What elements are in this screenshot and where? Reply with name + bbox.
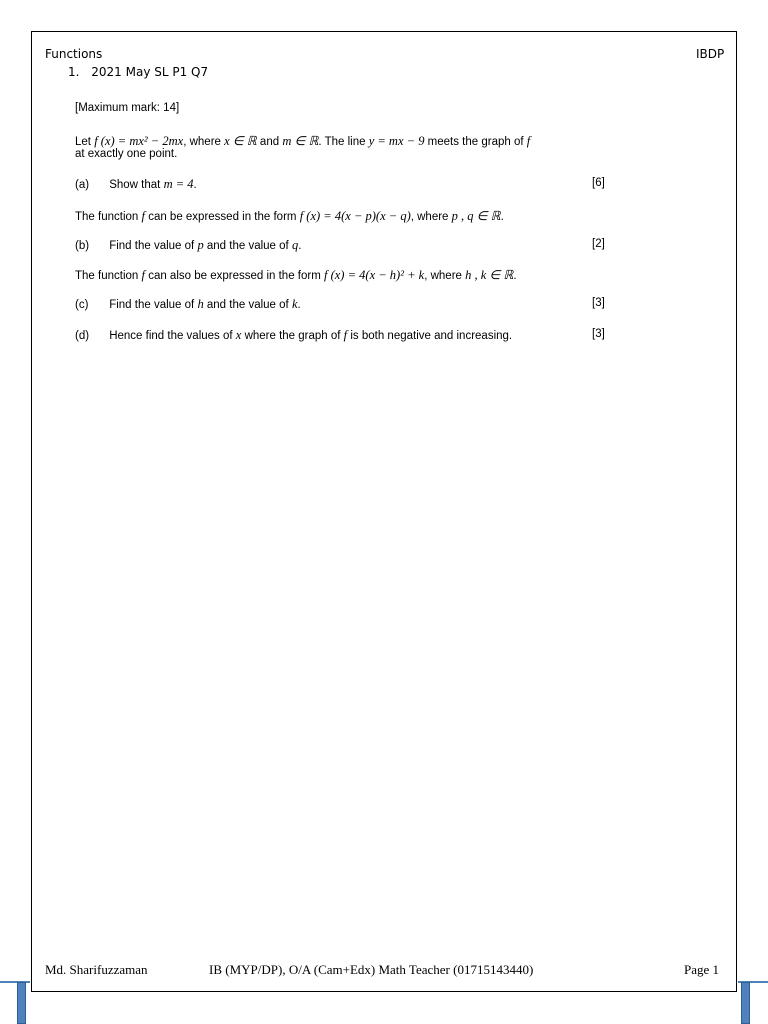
- intro-text-1: Let: [75, 136, 91, 148]
- part-a-text-1: Show that: [109, 179, 161, 191]
- part-d: [75, 328, 512, 343]
- part-b-math-p: p: [197, 238, 204, 252]
- intro-text-2: , where: [183, 136, 221, 148]
- part-c-text-1: Find the value of: [109, 299, 195, 311]
- intro-line: [75, 133, 530, 149]
- stem-c-text-1: The function: [75, 270, 139, 282]
- part-b-text-1: Find the value of: [109, 240, 195, 252]
- footer-page-number: Page 1: [684, 962, 720, 977]
- footer-role: IB (MYP/DP), O/A (Cam+Edx) Math Teacher (01715143440): [209, 962, 534, 977]
- question-title: 2021 May SL P1 Q7: [91, 65, 209, 79]
- stem-b-text-1: The function: [75, 211, 139, 223]
- part-a-text-2: .: [193, 179, 197, 191]
- stem-c-math-form: f (x) = 4(x − h)² + k: [324, 268, 425, 282]
- intro-math-line: y = mx − 9: [368, 134, 425, 148]
- part-b-text-2: and the value of: [206, 240, 289, 252]
- stem-c-math-f: f: [141, 268, 145, 282]
- stem-b-math-form: f (x) = 4(x − p)(x − q): [299, 209, 411, 223]
- part-d-label: (d): [75, 330, 90, 342]
- part-c: [75, 297, 301, 312]
- header-subject: Functions: [45, 47, 103, 61]
- stem-b: [75, 208, 504, 224]
- intro-text-3: and: [259, 136, 280, 148]
- part-a-marks: [6]: [592, 177, 605, 189]
- question-number: 1.: [68, 65, 80, 79]
- part-c-label: (c): [75, 299, 89, 311]
- intro-line-2: at exactly one point.: [75, 148, 178, 160]
- intro-math-fx: f (x) = mx² − 2mx: [94, 134, 184, 148]
- stem-c-text-2: can also be expressed in the form: [148, 270, 321, 282]
- part-c-math-k: k: [291, 297, 298, 311]
- part-c-text-3: .: [297, 299, 301, 311]
- intro-text-5: meets the graph of: [427, 136, 524, 148]
- part-a: [75, 177, 197, 192]
- stem-c-text-4: .: [513, 270, 517, 282]
- footer-author: Md. Sharifuzzaman: [45, 962, 148, 977]
- stem-b-text-4: .: [500, 211, 504, 223]
- part-c-marks: [3]: [592, 297, 605, 309]
- part-a-label: (a): [75, 179, 90, 191]
- max-mark: [Maximum mark: 14]: [75, 102, 180, 114]
- intro-math-x-domain: x ∈ ℝ: [224, 134, 257, 148]
- part-d-math-x: x: [235, 328, 242, 342]
- stem-c-math-domain: h , k ∈ ℝ: [465, 268, 514, 282]
- header-program: IBDP: [696, 47, 725, 61]
- stem-b-text-2: can be expressed in the form: [148, 211, 297, 223]
- intro-math-f: f: [526, 134, 531, 148]
- stem-c-text-3: , where: [424, 270, 462, 282]
- part-d-text-1: Hence find the values of: [109, 330, 233, 342]
- stem-b-math-domain: p , q ∈ ℝ: [451, 209, 501, 223]
- part-b-marks: [2]: [592, 238, 605, 250]
- page-border: [31, 31, 737, 992]
- part-b: [75, 238, 301, 253]
- part-d-marks: [3]: [592, 328, 605, 340]
- intro-text-4: . The line: [318, 136, 366, 148]
- part-d-text-2: where the graph of: [244, 330, 341, 342]
- stem-b-text-3: , where: [410, 211, 449, 223]
- part-d-math-f: f: [343, 328, 348, 342]
- footer-bar-left: [17, 982, 26, 1024]
- part-d-text-3: is both negative and increasing.: [350, 330, 513, 342]
- part-b-text-3: .: [298, 240, 302, 252]
- part-a-math: m = 4: [163, 177, 194, 191]
- stem-c: [75, 267, 517, 283]
- question-heading: [68, 65, 208, 79]
- part-b-label: (b): [75, 240, 90, 252]
- stem-b-math-f: f: [141, 209, 145, 223]
- part-b-math-q: q: [291, 238, 299, 252]
- intro-math-m-domain: m ∈ ℝ: [282, 134, 319, 148]
- part-c-text-2: and the value of: [206, 299, 289, 311]
- part-c-math-h: h: [197, 297, 204, 311]
- footer-bar-right: [741, 982, 750, 1024]
